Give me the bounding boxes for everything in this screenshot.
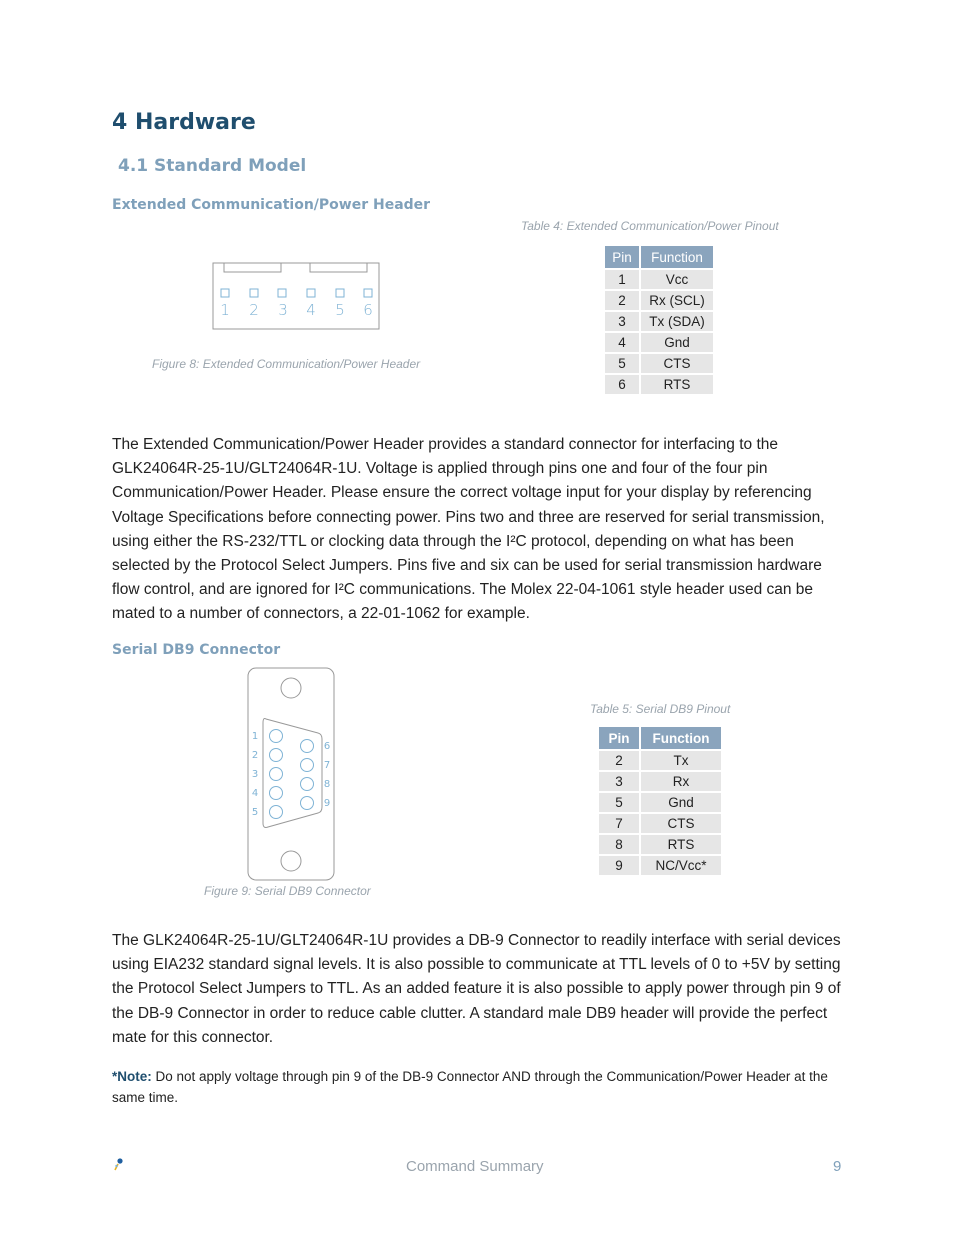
function-cell: Vcc	[639, 270, 713, 289]
pinout-table-header	[605, 244, 713, 396]
header-pin-label: 2	[249, 301, 259, 319]
header-pin-6	[364, 289, 372, 297]
pin-cell: 3	[599, 772, 639, 791]
function-cell: RTS	[639, 835, 721, 854]
db9-pin-5	[270, 806, 283, 819]
subheading: 4.1 Standard Model	[118, 156, 307, 176]
logo-icon	[112, 1156, 126, 1172]
function-cell: Tx (SDA)	[639, 312, 713, 331]
pinout-table-db9	[599, 725, 721, 877]
header-latch-right	[310, 263, 367, 272]
table-row	[605, 375, 713, 394]
function-cell: Tx	[639, 751, 721, 770]
column-header-pin: Pin	[605, 246, 639, 268]
pin-cell: 9	[599, 856, 639, 875]
pin-cell: 3	[605, 312, 639, 331]
note-text: Do not apply voltage through pin 9 of the DB-9 Connector AND through the Communication/Power Header at the same time.	[112, 1069, 828, 1105]
header-pin-3	[278, 289, 286, 297]
db9-pin-6	[301, 740, 314, 753]
table-row	[599, 793, 721, 812]
table-row	[605, 270, 713, 289]
table-row	[599, 751, 721, 770]
db9-pin-label: 2	[251, 750, 259, 761]
header-pin-4	[307, 289, 315, 297]
table-caption-db9: Table 5: Serial DB9 Pinout	[590, 702, 731, 716]
db9-pin-3	[270, 768, 283, 781]
table-row	[599, 814, 721, 833]
section-title-header: Extended Communication/Power Header	[112, 197, 431, 213]
header-pin-2	[250, 289, 258, 297]
table-row	[605, 354, 713, 373]
function-cell: NC/Vcc*	[639, 856, 721, 875]
column-header-function: Function	[639, 246, 713, 268]
page-heading: 4 Hardware	[112, 110, 256, 135]
pin-cell: 6	[605, 375, 639, 394]
header-pin-label: 4	[306, 301, 316, 319]
page-number: 9	[833, 1158, 842, 1175]
db9-mount-hole-bottom	[281, 851, 301, 871]
note-label: *Note:	[112, 1069, 152, 1084]
table-row	[605, 333, 713, 352]
db9-pin-9	[301, 797, 314, 810]
pin-cell: 8	[599, 835, 639, 854]
pin-cell: 7	[599, 814, 639, 833]
pin-cell: 2	[599, 751, 639, 770]
header-pin-label: 3	[278, 301, 288, 319]
column-header-function: Function	[639, 727, 721, 749]
table-header-row	[599, 727, 721, 749]
pin-cell: 5	[605, 354, 639, 373]
db9-mount-hole-top	[281, 678, 301, 698]
db9-pin-4	[270, 787, 283, 800]
db9-pin-7	[301, 759, 314, 772]
figure-caption-header: Figure 8: Extended Communication/Power Header	[152, 357, 421, 371]
pin-cell: 4	[605, 333, 639, 352]
db9-pin-label: 3	[251, 769, 259, 780]
header-pin-label: 5	[335, 301, 345, 319]
db9-pin-1	[270, 730, 283, 743]
db9-pin-8	[301, 778, 314, 791]
db9-pin-2	[270, 749, 283, 762]
db9-pin-label: 9	[323, 798, 331, 809]
db9-pin-label: 8	[323, 779, 331, 790]
header-pin-label: 1	[220, 301, 230, 319]
db9-shell	[248, 668, 334, 880]
header-pin-5	[336, 289, 344, 297]
footer-center-text: Command Summary	[406, 1158, 544, 1175]
function-cell: Gnd	[639, 793, 721, 812]
pin-cell: 2	[605, 291, 639, 310]
note	[112, 1066, 847, 1108]
db9-d-shape	[263, 719, 322, 828]
table-row	[599, 772, 721, 791]
db9-pin-label: 4	[251, 788, 259, 799]
paragraph-header: The Extended Communication/Power Header provides a standard connector for interfacing to the GLK24064R-25-1U/GLT24064R-1U. Voltage is applied through pins one and four of the four pin Communication/Power Header. Please ensure the correct voltage input for your display by referencing Voltage Specifications before connecting power. Pins two and three are reserved for serial transmission, using either the RS-232/TTL or clocking data through the I²C protocol, depending on what has been selected by the Protocol Select Jumpers. Pins five and six can be used for serial transmission hardware flow control, and are ignored for I²C communications. The Molex 22-04-1061 style header used can be mated to a number of connectors, a 22-01-1062 for example.	[112, 436, 825, 623]
table-row	[605, 291, 713, 310]
db9-pin-label: 1	[251, 731, 259, 742]
function-cell: Gnd	[639, 333, 713, 352]
header-pin-label: 6	[363, 301, 373, 319]
column-header-pin: Pin	[599, 727, 639, 749]
function-cell: Rx (SCL)	[639, 291, 713, 310]
section-title-db9: Serial DB9 Connector	[112, 642, 281, 658]
table-row	[599, 856, 721, 875]
table-row	[605, 312, 713, 331]
db9-pin-label: 7	[323, 760, 331, 771]
function-cell: RTS	[639, 375, 713, 394]
table-caption-header: Table 4: Extended Communication/Power Pinout	[521, 219, 779, 233]
db9-pin-label: 5	[251, 807, 259, 818]
function-cell: Rx	[639, 772, 721, 791]
pin-cell: 1	[605, 270, 639, 289]
db9-connector-diagram	[246, 667, 338, 883]
paragraph-db9: The GLK24064R-25-1U/GLT24064R-1U provides a DB-9 Connector to readily interface with serial devices using EIA232 standard signal levels. It is also possible to communicate at TTL levels of 0 to +5V by setting the Protocol Select Jumpers to TTL. As an added feature it is also possible to apply power through pin 9 of the DB-9 Connector in order to reduce cable clutter. A standard male DB9 header will provide the perfect mate for this connector.	[112, 932, 841, 1046]
function-cell: CTS	[639, 814, 721, 833]
header-pin-1	[221, 289, 229, 297]
pin-cell: 5	[599, 793, 639, 812]
header-outline	[213, 263, 379, 329]
power-header-diagram	[212, 262, 382, 332]
table-row	[599, 835, 721, 854]
figure-caption-db9: Figure 9: Serial DB9 Connector	[204, 884, 371, 898]
header-latch-left	[224, 263, 281, 272]
table-header-row	[605, 246, 713, 268]
db9-pin-label: 6	[323, 741, 331, 752]
function-cell: CTS	[639, 354, 713, 373]
